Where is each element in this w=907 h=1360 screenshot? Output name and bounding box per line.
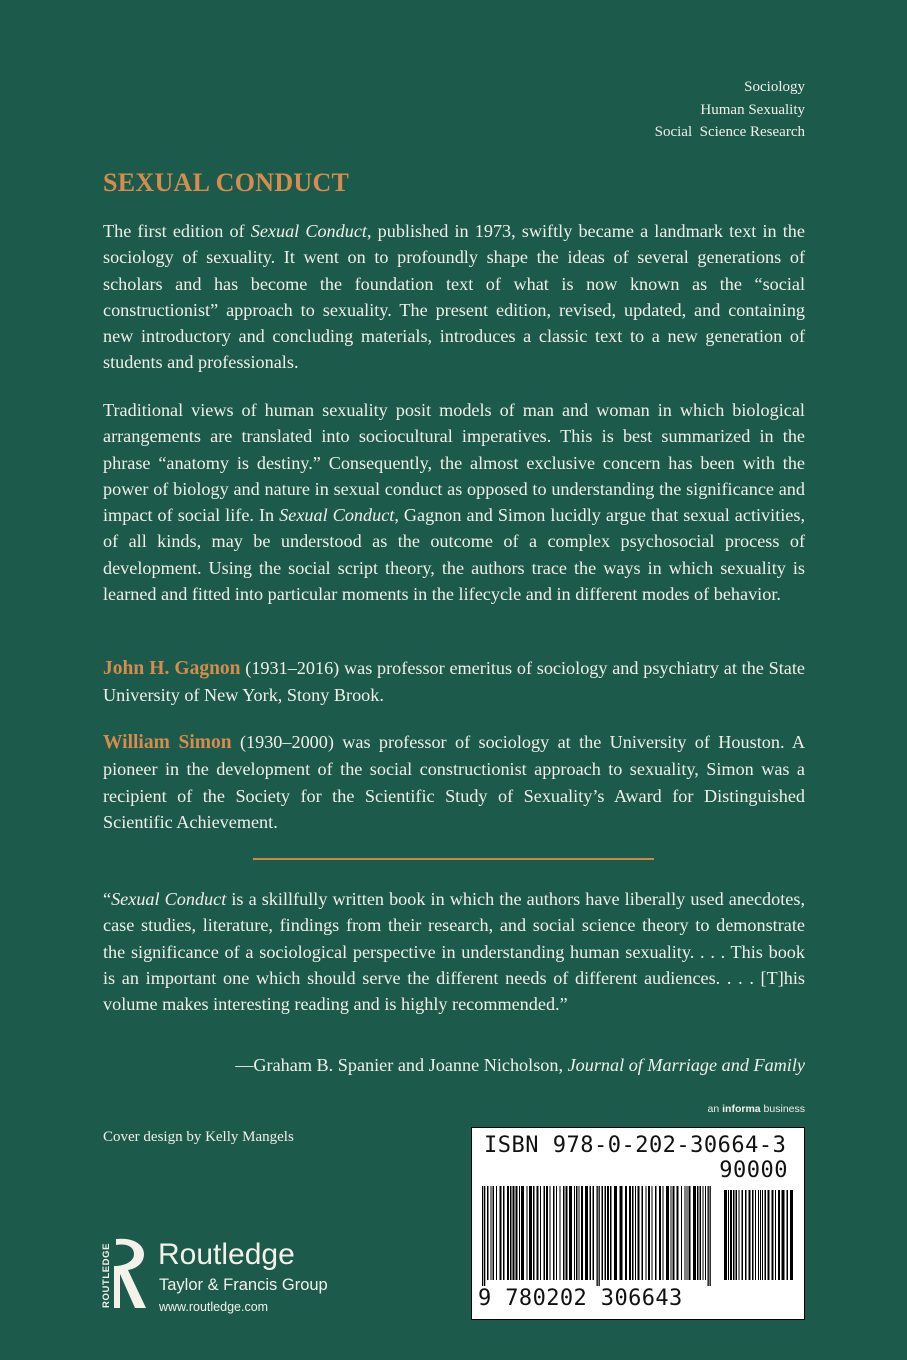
barcode-bar <box>635 1186 636 1280</box>
barcode-bar <box>772 1190 774 1280</box>
barcode-bar <box>625 1186 627 1280</box>
barcode-bars <box>480 1186 798 1286</box>
barcode-bar <box>550 1186 551 1280</box>
barcode-bar <box>527 1186 528 1280</box>
barcode-bar <box>597 1186 598 1286</box>
category-sociology: Sociology <box>744 79 805 95</box>
barcode-digits: 9 780202 306643 <box>478 1286 683 1311</box>
barcode-bar <box>607 1186 609 1280</box>
routledge-vertical-wordmark: ROUTLEDGE <box>101 1242 112 1308</box>
barcode-bar <box>610 1186 612 1280</box>
barcode-bar <box>519 1186 520 1280</box>
publisher-url: www.routledge.com <box>159 1300 269 1314</box>
barcode-bar <box>566 1186 568 1280</box>
barcode-bar <box>705 1186 706 1280</box>
barcode-bar <box>703 1186 704 1280</box>
barcode-bar <box>576 1186 578 1280</box>
barcode-bar <box>546 1186 548 1280</box>
barcode-bar <box>762 1190 763 1280</box>
barcode-bar <box>760 1190 761 1280</box>
divider-rule <box>253 858 654 860</box>
barcode-bar <box>689 1186 691 1280</box>
barcode-bar <box>605 1186 607 1280</box>
barcode-bar <box>544 1186 546 1280</box>
barcode-bar <box>749 1190 751 1280</box>
barcode-bar <box>563 1186 565 1280</box>
barcode-bar <box>790 1190 793 1280</box>
barcode-bar <box>484 1186 485 1286</box>
barcode-bar <box>560 1186 561 1280</box>
barcode-bar <box>728 1190 729 1280</box>
barcode-bar <box>646 1186 647 1280</box>
barcode-bar <box>745 1190 747 1280</box>
barcode-bar <box>496 1186 497 1280</box>
publisher-group: Taylor & Francis Group <box>159 1276 328 1294</box>
barcode-bar <box>540 1186 541 1280</box>
barcode-bar <box>787 1190 789 1280</box>
author-bio-gagnon: John H. Gagnon (1931–2016) was professor emeritus of sociology and psychiatry at the State University of New York, Stony Brook. <box>103 658 805 706</box>
barcode-bar <box>710 1186 711 1286</box>
subject-categories <box>655 76 805 144</box>
barcode-bar <box>673 1186 675 1280</box>
barcode-bar <box>569 1186 572 1280</box>
routledge-logo <box>100 1236 350 1316</box>
barcode-bar <box>579 1186 580 1280</box>
barcode-bar <box>529 1186 532 1280</box>
barcode-bar <box>693 1186 696 1280</box>
barcode-bar <box>677 1186 679 1280</box>
publisher-name: Routledge <box>158 1238 295 1271</box>
barcode-bar <box>724 1190 727 1280</box>
barcode-bar <box>590 1186 592 1280</box>
barcode-bar <box>585 1186 588 1280</box>
barcode-bar <box>733 1190 735 1280</box>
description-paragraph-2: Traditional views of human sexuality posit models of man and woman in which biological arrangements are translated into sociocultural imperatives. This is best summarized in the phrase “anatomy is destiny.” Consequently, the almost exclusive concern has been with the power of biology and nature in sexual conduct as opposed to understanding the significance and impact of social life. In Sexual Conduct, Gagnon and Simon lucidly argue that sexual activities, of all kinds, may be understood as the outcome of a complex psychosocial process of development. Using the social script theory, the authors trace the ways in which sexuality is learned and fitted into particular moments in the lifecycle and in different modes of behavior. <box>103 400 805 605</box>
barcode-bar <box>742 1190 744 1280</box>
barcode-bar <box>739 1190 740 1280</box>
barcode-bar <box>755 1190 756 1280</box>
barcode-bar <box>666 1186 669 1280</box>
description-paragraph-1: The first edition of Sexual Conduct, published in 1973, swiftly became a landmark text in the sociology of sexuality. It went on to profoundly shape the ideas of several generations of scholars and has become the foundation text of what is now known as the “social constructionist” approach to sexuality. The present edition, revised, updated, and containing new introductory and concluding materials, introduces a classic text to a new generation of students and professionals. <box>103 221 805 373</box>
category-social-science-research: Social Science Research <box>654 124 805 140</box>
barcode-bar <box>730 1190 732 1280</box>
barcode-bar <box>482 1186 483 1286</box>
author-name-gagnon: John H. Gagnon <box>103 658 241 679</box>
cover-design-credit: Cover design by Kelly Mangels <box>103 1129 294 1145</box>
barcode-bar <box>521 1186 524 1280</box>
barcode-bar <box>655 1186 657 1280</box>
barcode-bar <box>574 1186 575 1280</box>
barcode-bar <box>778 1190 780 1280</box>
barcode-bar <box>620 1186 623 1280</box>
barcode-bar <box>671 1186 672 1280</box>
barcode-bar <box>537 1186 539 1280</box>
barcode-bar <box>491 1186 492 1280</box>
barcode-bar <box>768 1190 770 1280</box>
barcode-bar <box>614 1186 617 1280</box>
barcode-bar <box>493 1186 495 1280</box>
barcode-bar <box>602 1186 604 1280</box>
quote-attribution: —Graham B. Spanier and Joanne Nicholson, Journal of Marriage and Family <box>235 1055 805 1075</box>
barcode-bar <box>663 1186 664 1280</box>
informa-tagline: an informa business <box>707 1103 805 1115</box>
barcode-bar <box>782 1190 785 1280</box>
barcode-bar <box>500 1186 502 1280</box>
barcode-bar <box>708 1186 709 1286</box>
barcode-bar <box>659 1186 661 1280</box>
barcode-bar <box>503 1186 505 1280</box>
barcode-bar <box>736 1190 738 1280</box>
barcode-bar <box>556 1186 557 1280</box>
barcode-bar <box>685 1186 686 1280</box>
barcode-bar <box>642 1186 644 1280</box>
routledge-r-icon <box>100 1236 150 1310</box>
isbn-number: ISBN 978-0-202-30664-3 <box>484 1133 787 1158</box>
book-title-italic: Sexual Conduct <box>250 221 367 241</box>
barcode-bar <box>758 1190 759 1280</box>
barcode-bar <box>507 1186 509 1280</box>
review-quote: “Sexual Conduct is a skillfully written book in which the authors have liberally used anecdotes, case studies, literature, findings from their research, and social science theory to demonstrate the significance of a sociological perspective in understanding human sexuality. . . . This book is an important one which should serve the different needs of different audiences. . . . [T]his volume makes interesting reading and is highly recommended.” <box>103 889 805 1015</box>
author-bio-simon: William Simon (1930–2000) was professor of sociology at the University of Houston. A pioneer in the development of the social constructionist approach to sexuality, Simon was a recipient of the Society for the Scientific Study of Sexuality’s Award for Distinguished Scientific Achievement. <box>103 732 805 832</box>
category-human-sexuality: Human Sexuality <box>700 101 805 118</box>
barcode-bar <box>632 1186 634 1280</box>
barcode-bar <box>775 1190 776 1280</box>
barcode-bar <box>700 1186 702 1280</box>
barcode-bar <box>752 1190 754 1280</box>
barcode-bar <box>553 1186 555 1280</box>
barcode-bar <box>648 1186 650 1280</box>
barcode-bar <box>581 1186 583 1280</box>
price-code: 90000 <box>719 1158 788 1183</box>
barcode-bar <box>510 1186 512 1280</box>
barcode-bar <box>533 1186 535 1280</box>
book-title: SEXUAL CONDUCT <box>103 168 350 197</box>
barcode-bar <box>593 1186 595 1280</box>
barcode-bar <box>697 1186 699 1280</box>
book-title-italic: Sexual Conduct <box>279 505 395 526</box>
barcode-bar <box>765 1190 767 1280</box>
barcode-bar <box>652 1186 653 1280</box>
barcode-bar <box>629 1186 631 1280</box>
barcode-bar <box>516 1186 518 1280</box>
barcode-bar <box>681 1186 682 1280</box>
barcode-bar <box>487 1186 489 1280</box>
barcode-bar <box>599 1186 600 1286</box>
barcode-bar <box>513 1186 515 1280</box>
author-name-simon: William Simon <box>103 732 232 753</box>
barcode-bar <box>687 1186 688 1280</box>
isbn-barcode <box>471 1127 805 1320</box>
barcode-bar <box>638 1186 640 1280</box>
